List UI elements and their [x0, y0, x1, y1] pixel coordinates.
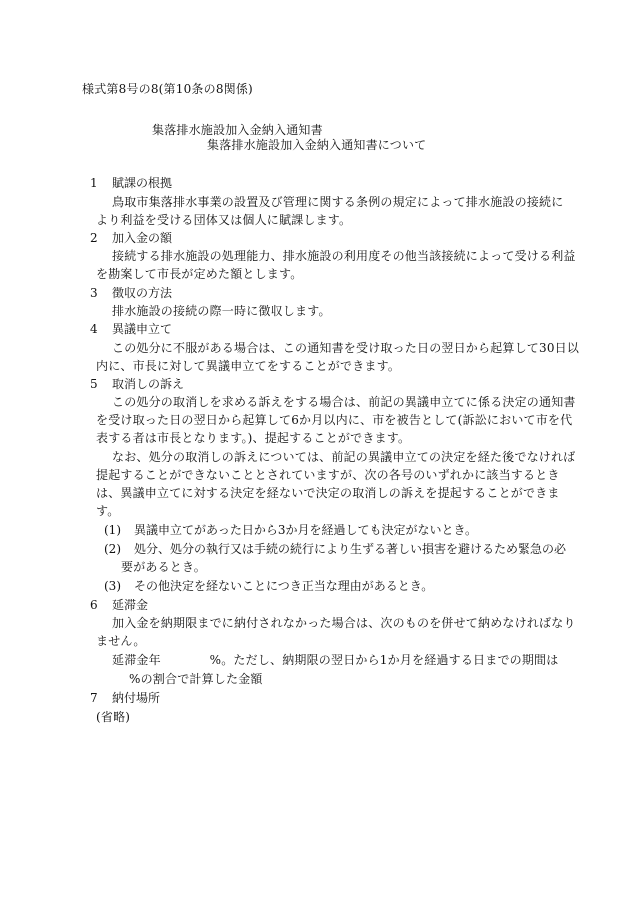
section-1-line-1: 鳥取市集落排水事業の設置及び管理に関する条例の規定によって排水施設の接続に — [112, 195, 564, 209]
document-title: 集落排水施設加入金納入通知書 — [152, 123, 323, 137]
section-6-line-2: ません。 — [96, 634, 146, 648]
section-5-line-3: 表する者は市長となります。)、提起することができます。 — [96, 431, 411, 445]
section-2-line-2: を勘案して市長が定めた額とします。 — [96, 267, 303, 281]
section-4-line-2: 内に、市長に対して異議申立てをすることができます。 — [96, 359, 401, 373]
section-5-line-4: なお、処分の取消しの訴えについては、前記の異議申立ての決定を経た後でなければ — [112, 450, 576, 464]
section-3-line-1: 排水施設の接続の際一時に徴収します。 — [112, 304, 331, 318]
section-heading-4: 4 異議申立て — [90, 322, 173, 336]
section-2-line-1: 接続する排水施設の処理能力、排水施設の利用度その他当該接続によって受ける利益 — [112, 249, 576, 263]
section-5-line-7: す。 — [96, 504, 120, 518]
section-5-subitem-2-line-2: 要があるとき。 — [121, 560, 206, 574]
section-1-line-2: より利益を受ける団体又は個人に賦課します。 — [96, 213, 352, 227]
document-subtitle: 集落排水施設加入金納入通知書について — [207, 138, 427, 152]
section-5-subitem-2: (2) 処分、処分の執行又は手続の続行により生ずる著しい損害を避けるため緊急の必 — [104, 542, 567, 556]
section-5-line-2: を受け取った日の翌日から起算して6か月以内に、市を被告として(訴訟において市を代 — [96, 413, 573, 427]
section-5-line-1: この処分の取消しを求める訴えをする場合は、前記の異議申立てに係る決定の通知書 — [112, 395, 576, 409]
section-5-line-5: 提起することができないこととされていますが、次の各号のいずれかに該当するとき — [96, 468, 560, 482]
section-4-line-1: この処分に不服がある場合は、この通知書を受け取った日の翌日から起算して30日以 — [112, 341, 580, 355]
section-heading-2: 2 加入金の額 — [90, 231, 173, 245]
section-heading-5: 5 取消しの訴え — [90, 377, 185, 391]
section-5-line-6: は、異議申立てに対する決定を経ないで決定の取消しの訴えを提起することができま — [96, 486, 560, 500]
section-6-line-1: 加入金を納期限までに納付されなかった場合は、次のものを併せて納めなければなり — [112, 616, 576, 630]
section-7-line-1: (省略) — [96, 710, 131, 724]
section-6-line-3: 延滞金年 %。ただし、納期限の翌日から1か月を経過する日までの期間は — [112, 653, 559, 667]
section-heading-3: 3 徴収の方法 — [90, 286, 173, 300]
section-5-subitem-3: (3) その他決定を経ないことにつき正当な理由があるとき。 — [104, 579, 434, 593]
section-heading-6: 6 延滞金 — [90, 598, 149, 612]
section-6-line-4: %の割合で計算した金額 — [129, 672, 263, 686]
section-5-subitem-1: (1) 異議申立てがあった日から3か月を経過しても決定がないとき。 — [104, 523, 478, 537]
section-heading-7: 7 納付場所 — [90, 691, 161, 705]
section-heading-1: 1 賦課の根拠 — [90, 176, 173, 190]
form-number: 様式第8号の8(第10条の8関係) — [82, 82, 253, 96]
